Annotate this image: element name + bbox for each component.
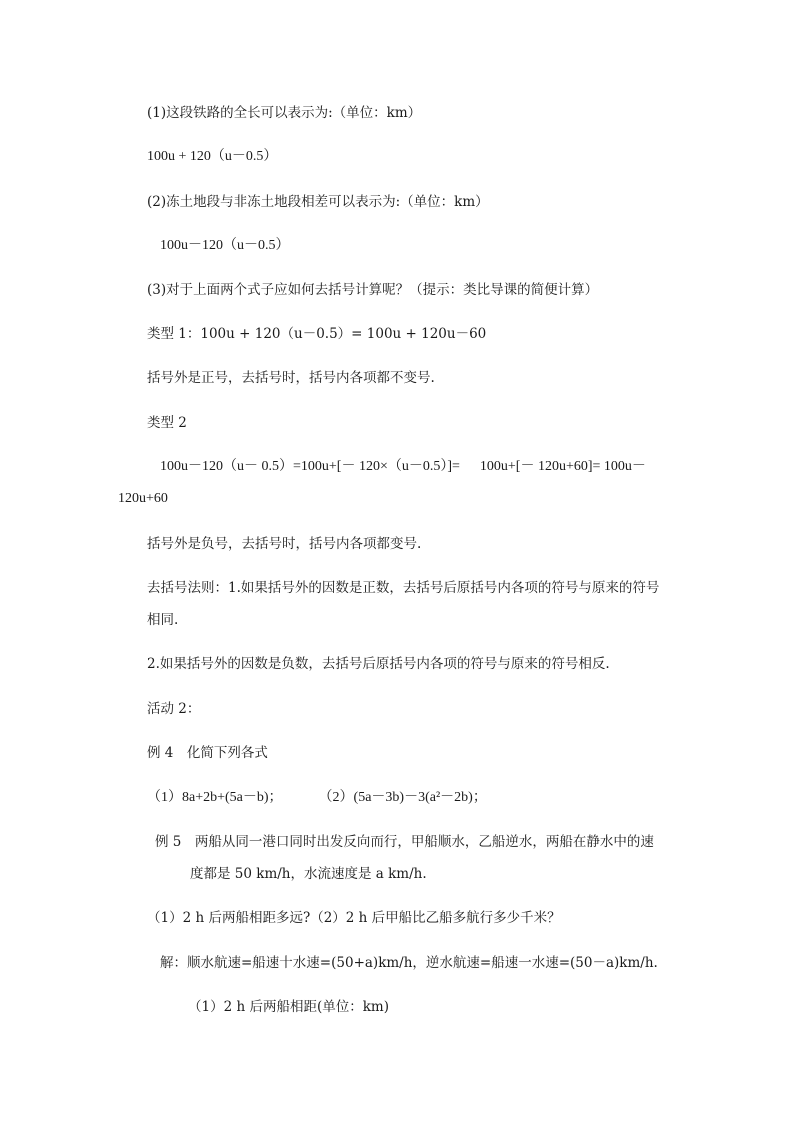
example-5-text: 例 5 两船从同一港口同时出发反向而行，甲船顺水，乙船逆水，两船在静水中的速 xyxy=(155,834,654,850)
type-2-expression xyxy=(160,458,646,476)
type-1-text: 类型 1：100u + 120（u－0.5）= 100u + 120u－60 xyxy=(147,326,487,342)
example-4-item-1: （1）8a+2b+(5a－b)； xyxy=(147,790,283,805)
bracket-rule-1-continued: 相同. xyxy=(147,612,179,628)
rule-positive-sign: 括号外是正号，去括号时，括号内各项都不变号. xyxy=(147,370,435,386)
example-5-text-continued: 度都是 50 km/h，水流速度是 a km/h. xyxy=(190,866,427,882)
expression-difference: 100u－120（u－0.5） xyxy=(160,238,290,253)
type-2-expression-part-1: 100u－120（u－ 0.5）=100u+[－ 120×（u－0.5）]= xyxy=(160,459,460,474)
example-4-expressions xyxy=(147,789,487,807)
rule-negative-sign: 括号外是负号，去括号时，括号内各项都变号. xyxy=(147,536,422,552)
solution-part-1: （1）2 h 后两船相距(单位：km) xyxy=(188,999,389,1015)
question-2-text: (2)冻土地段与非冻土地段相差可以表示为:（单位：km） xyxy=(147,194,489,210)
question-3-text: (3)对于上面两个式子应如何去括号计算呢？（提示：类比导课的简便计算） xyxy=(147,282,599,298)
type-2-expression-part-2: 100u+[－ 120u+60]= 100u－ xyxy=(479,459,646,474)
expression-total-length: 100u + 120（u－0.5） xyxy=(147,149,278,164)
question-1-text: (1)这段铁路的全长可以表示为:（单位：km） xyxy=(147,105,422,121)
example-4-heading: 例 4 化简下列各式 xyxy=(147,745,268,761)
solution-text: 解：顺水航速=船速十水速=(50+a)km/h，逆水航速=船速一水速=(50－a)km/h. xyxy=(160,955,658,971)
type-2-heading: 类型 2 xyxy=(147,415,187,431)
activity-2-heading: 活动 2： xyxy=(147,701,201,717)
bracket-rule-1: 去括号法则：1.如果括号外的因数是正数，去括号后原括号内各项的符号与原来的符号 xyxy=(147,580,660,596)
example-5-questions: （1）2 h 后两船相距多远?（2）2 h 后甲船比乙船多航行多少千米？ xyxy=(147,910,561,926)
type-2-expression-continued: 120u+60 xyxy=(118,491,168,506)
bracket-rule-2: 2.如果括号外的因数是负数，去括号后原括号内各项的符号与原来的符号相反. xyxy=(147,656,610,672)
example-4-item-2: （2）(5a－3b)－3(a²－2b)； xyxy=(318,790,487,805)
